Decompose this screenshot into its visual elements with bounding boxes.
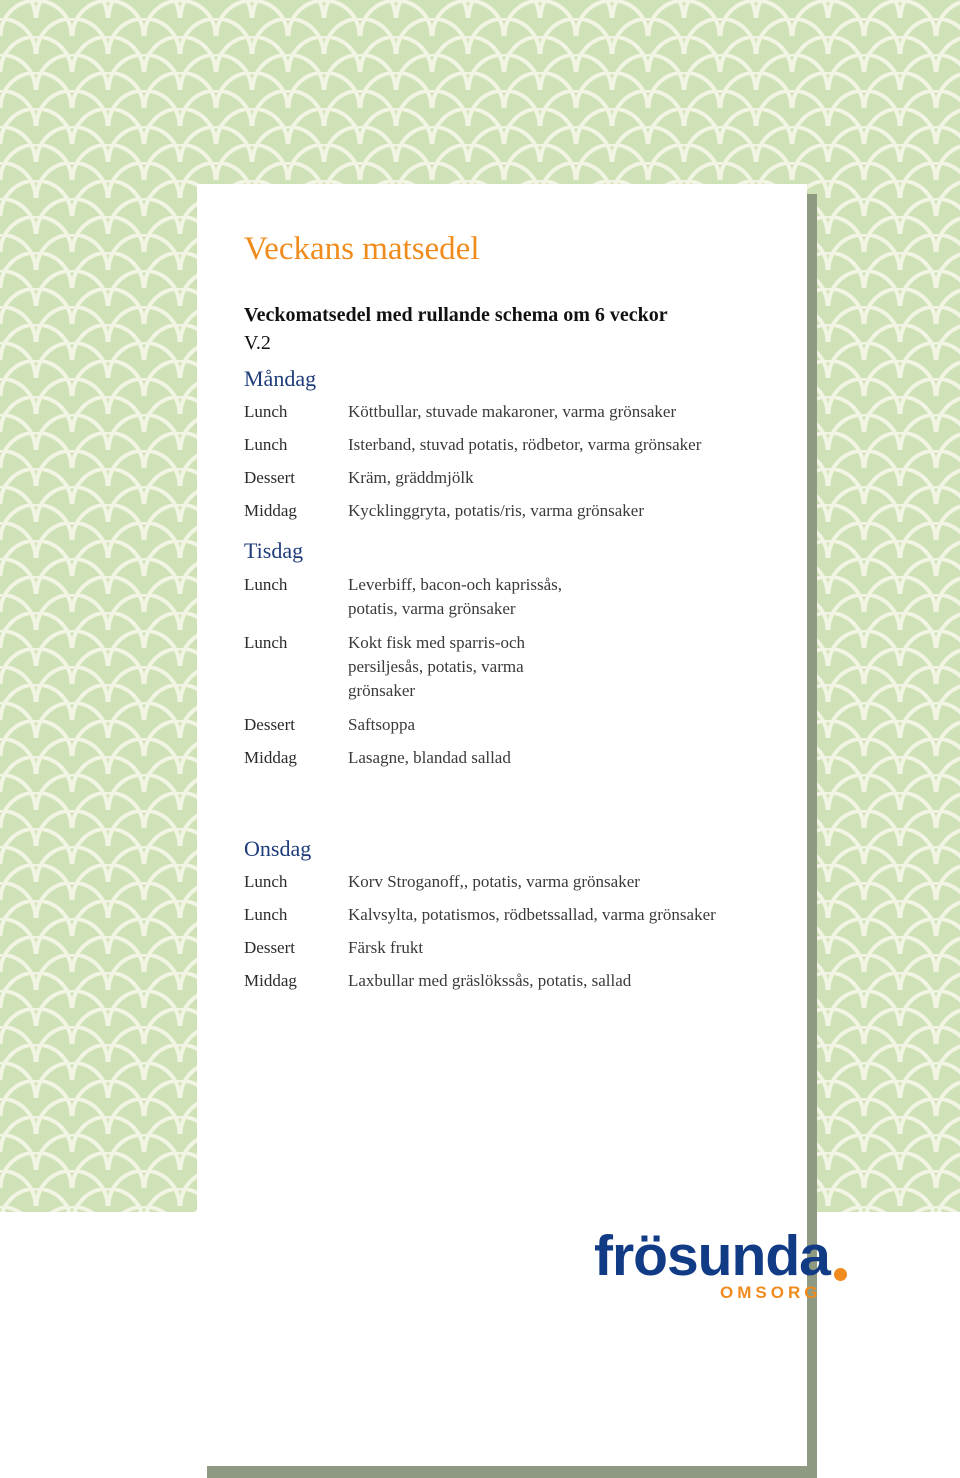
dish-name: Leverbiff, bacon-och kaprissås, potatis, varma grönsaker (348, 575, 562, 618)
dish-name: Saftsoppa (348, 715, 416, 734)
meal-type: Middag (244, 971, 297, 990)
meal-type: Lunch (244, 633, 288, 652)
dish-name: Kycklinggryta, potatis/ris, varma grönsaker (348, 501, 645, 520)
meal-type: Lunch (244, 575, 288, 594)
dish-name: Kalvsylta, potatismos, rödbetssallad, varma grönsaker (348, 905, 716, 924)
menu-row (244, 466, 789, 490)
meal-type: Dessert (244, 468, 295, 487)
day-heading: Onsdag (244, 836, 312, 861)
frosunda-logo (590, 1224, 860, 1302)
menu-row (244, 969, 789, 993)
dish-name: Isterband, stuvad potatis, rödbetor, varma grönsaker (348, 435, 702, 454)
day-section-monday (244, 364, 789, 523)
menu-row (244, 746, 594, 770)
menu-row (244, 713, 594, 737)
dish-name: Korv Stroganoff,, potatis, varma grönsaker (348, 872, 640, 891)
menu-row (244, 400, 789, 424)
day-heading: Måndag (244, 366, 317, 391)
meal-type: Dessert (244, 938, 295, 957)
meal-type: Middag (244, 501, 297, 520)
logo-wordmark: frösunda (594, 1224, 830, 1288)
menu-row (244, 903, 789, 927)
menu-content (244, 224, 789, 993)
day-heading: Tisdag (244, 538, 304, 563)
dish-name: Kräm, gräddmjölk (348, 468, 474, 487)
page-subtitle: Veckomatsedel med rullande schema om 6 veckor (244, 304, 668, 326)
menu-row (244, 631, 594, 703)
meal-type: Lunch (244, 435, 288, 454)
dish-name: Lasagne, blandad sallad (348, 748, 511, 767)
week-label: V.2 (244, 332, 271, 354)
menu-row (244, 870, 789, 894)
dish-name: Kokt fisk med sparris-och persiljesås, potatis, varma grönsaker (348, 633, 526, 700)
dish-name: Köttbullar, stuvade makaroner, varma grönsaker (348, 402, 677, 421)
meal-type: Lunch (244, 402, 288, 421)
dish-name: Färsk frukt (348, 938, 424, 957)
meal-type: Middag (244, 748, 297, 767)
dish-name: Laxbullar med gräslökssås, potatis, sallad (348, 971, 632, 990)
logo-subtitle: OMSORG (720, 1283, 822, 1302)
logo-dot-icon (834, 1268, 847, 1281)
menu-row (244, 573, 594, 621)
meal-type: Lunch (244, 905, 288, 924)
day-section-wednesday (244, 834, 789, 993)
menu-row (244, 433, 789, 457)
menu-row (244, 936, 789, 960)
meal-type: Dessert (244, 715, 295, 734)
day-section-tuesday (244, 536, 789, 770)
meal-type: Lunch (244, 872, 288, 891)
menu-row (244, 499, 789, 523)
page-title: Veckans matsedel (244, 231, 480, 267)
